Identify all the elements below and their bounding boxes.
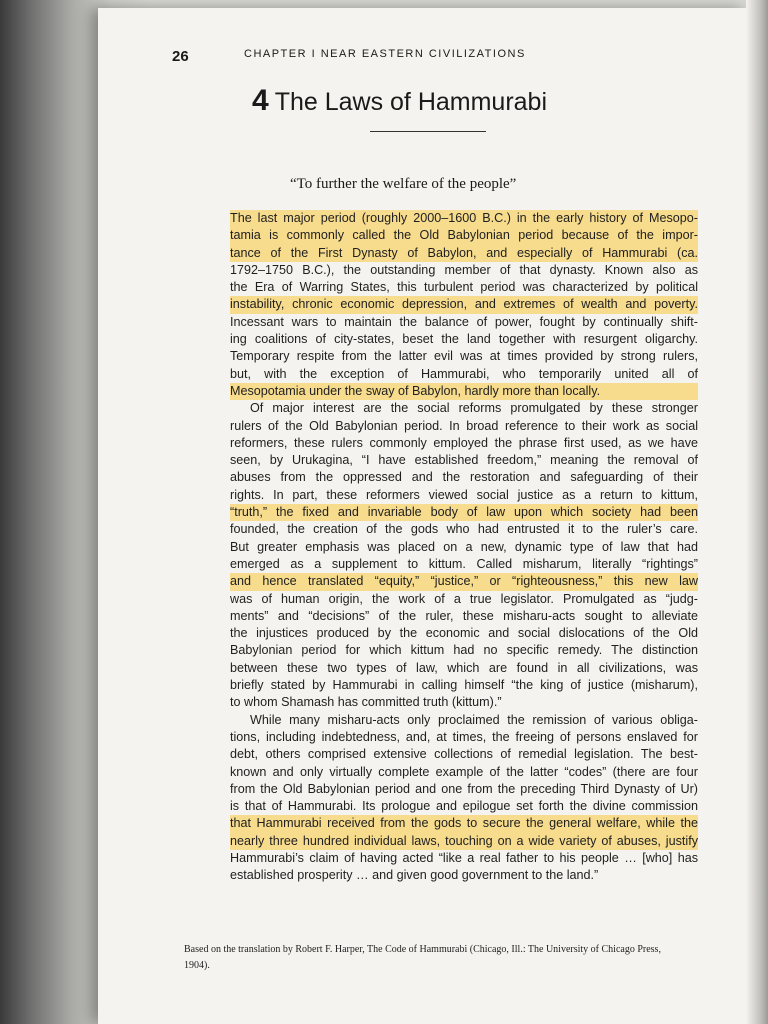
body-line: established prosperity … and given good government to the land.” [230,868,599,883]
chapter-title [252,84,672,118]
footnote [184,942,704,974]
body-line: briefly stated by Hammurabi in calling himself “the king of justice (misharum), [230,678,698,693]
body-line: ing coalitions of city-states, beset the land together with resurgent oligarchy. [230,332,698,347]
body-line: debt, others comprised extensive collections of remedial legislation. The best- [230,747,698,762]
epigraph: “To further the welfare of the people” [290,176,517,192]
body-line: But greater emphasis was placed on a new, dynamic type of law that had [230,539,698,554]
body-line: The last major period (roughly 2000–1600 B.C.) in the early history of Mesopo- [230,210,698,227]
body-line: instability, chronic economic depression, and extremes of wealth and poverty. [230,296,698,313]
body-line: is that of Hammurabi. Its prologue and epilogue set forth the divine commission [230,799,698,814]
body-line: rights. In part, these reformers viewed social justice as a return to kittum, [230,487,698,502]
page-number: 26 [172,48,189,65]
footnote-line: 1904). [184,960,210,971]
body-line: Mesopotamia under the sway of Babylon, hardly more than locally. [230,383,698,400]
footnote-line: Based on the translation by Robert F. Harper, The Code of Hammurabi (Chicago, Ill.: The University of Chicago Press, [184,944,661,955]
body-line: the Era of Warring States, this turbulent period was characterized by political [230,280,698,295]
body-line: Hammurabi’s claim of having acted “like a real father to his people … [who] has [230,850,698,865]
body-text [230,210,698,885]
body-line: nearly three hundred individual laws, touching on a wide variety of abuses, justify [230,833,698,850]
body-line: between these two types of law, which are found in all civilizations, was [230,660,698,675]
page-header [172,46,712,66]
body-line: that Hammurabi received from the gods to secure the general welfare, while the [230,815,698,832]
body-line: but, with the exception of Hammurabi, who temporarily united all of [230,366,698,381]
body-line: was of human origin, the work of a true legislator. Promulgated as “judg- [230,591,698,606]
title-rule [370,131,486,132]
body-line: Incessant wars to maintain the balance of power, fought by continually shift- [230,314,698,329]
body-line: tions, including indebtedness, and, at times, the freeing of persons enslaved for [230,729,698,744]
body-line: reformers, these rulers commonly employed the phrase first used, as we have [230,435,698,450]
chapter-title-text: The Laws of Hammurabi [274,88,548,116]
body-line: Temporary respite from the latter evil was at times provided by strong rulers, [230,349,698,364]
body-line: rulers of the Old Babylonian period. In broad reference to their work as social [230,418,698,433]
body-line: and hence translated “equity,” “justice,” or “righteousness,” this new law [230,573,698,590]
body-line: the injustices produced by the economic and social dislocations of the Old [230,626,698,641]
body-line: founded, the creation of the gods who had entrusted it to the ruler’s care. [230,522,698,537]
body-line: While many misharu-acts only proclaimed the remission of various obliga- [250,712,698,727]
body-line: tamia is commonly called the Old Babylonian period because of the impor- [230,227,698,244]
body-line: seen, by Urukagina, “I have established freedom,” meaning the removal of [230,453,698,468]
body-line: ments” and “decisions” of the ruler, these misharu-acts sought to alleviate [230,608,698,623]
chapter-number: 4 [252,84,269,117]
body-line: tance of the First Dynasty of Babylon, and especially of Hammurabi (ca. [230,245,698,262]
body-line: 1792–1750 B.C.), the outstanding member of that dynasty. Known also as [230,262,698,277]
body-line: “truth,” the fixed and invariable body of law upon which society had been [230,504,698,521]
body-line: from the Old Babylonian period and one from the preceding Third Dynasty of Ur) [230,781,698,796]
body-line: emerged as a supplement to kittum. Called misharum, literally “rightings” [230,556,698,571]
body-line: Of major interest are the social reforms promulgated by these stronger [250,401,698,416]
body-line: abuses from the oppressed and the restoration and safeguarding of their [230,470,698,485]
body-line: Babylonian period for which kittum had no specific remedy. The distinction [230,643,698,658]
running-head: CHAPTER I NEAR EASTERN CIVILIZATIONS [244,48,526,60]
page-right-edge [746,0,768,1024]
body-line: to whom Shamash has committed truth (kittum).” [230,695,502,710]
body-line: known and only virtually complete example of the latter “codes” (there are four [230,764,698,779]
